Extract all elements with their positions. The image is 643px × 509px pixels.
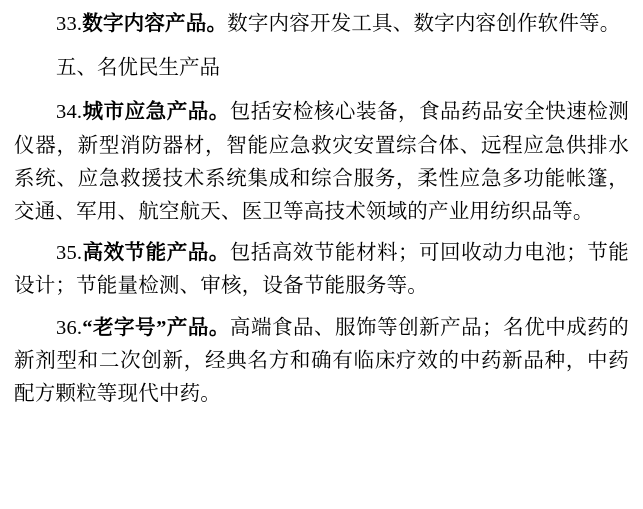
item-body-34: 包括安检核心装备，食品药品安全快速检测仪器，新型消防器材，智能应急救灾安置综合体、远程应急供排水系统、应急救援技术系统集成和综合服务，柔性应急多功能帐篷，交通、军用、航空航天、医卫等高技术领域的产业用纺织品等。	[14, 101, 629, 224]
item-number-36: 36	[56, 316, 77, 339]
block-spacer-1	[14, 43, 629, 52]
item-title-33: 数字内容产品。	[82, 13, 228, 35]
paragraph-item-33	[14, 8, 629, 41]
item-title-35: 高效节能产品。	[82, 242, 230, 265]
item-separator-33: .	[76, 13, 83, 35]
item-body-36: 高端食品、服饰等创新产品；名优中成药的新剂型和二次创新，经典名方和确有临床疗效的中药新品种，中药配方颗粒等现代中药。	[14, 316, 629, 406]
item-title-34: 城市应急产品。	[82, 101, 230, 124]
item-separator-36: .	[76, 316, 83, 339]
item-separator-34: .	[76, 101, 83, 124]
item-body-33: 数字内容开发工具、数字内容创作软件等。	[227, 13, 621, 35]
item-title-36: “老字号”产品。	[82, 316, 230, 339]
block-spacer-2	[14, 87, 629, 96]
paragraph-item-34	[14, 96, 629, 229]
item-separator-35: .	[76, 242, 83, 265]
paragraph-item-36	[14, 312, 629, 412]
paragraph-item-35	[14, 237, 629, 303]
item-number-33: 33	[56, 13, 77, 35]
item-body-35: 包括高效节能材料；可回收动力电池；节能设计；节能量检测、审核，设备节能服务等。	[14, 242, 629, 298]
item-number-35: 35	[56, 242, 77, 265]
item-number-34: 34	[56, 101, 77, 124]
section-heading-five: 五、名优民生产品	[56, 57, 221, 80]
